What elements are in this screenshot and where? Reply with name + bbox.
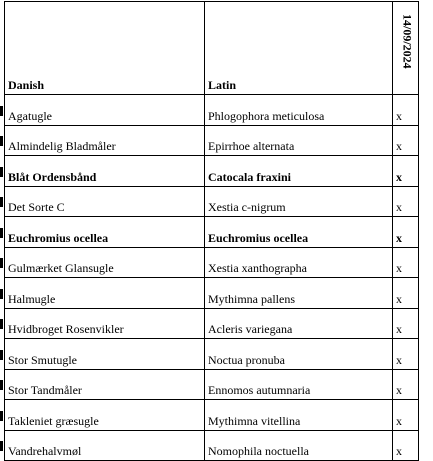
danish-name-cell: Det Sorte C	[5, 186, 205, 217]
danish-name-cell: Gulmærket Glansugle	[5, 247, 205, 278]
danish-name-cell: Takleniet græsugle	[5, 400, 205, 431]
latin-name-cell: Mythimna pallens	[205, 278, 393, 309]
danish-name-cell: Stor Smutugle	[5, 339, 205, 370]
danish-name-cell: Almindelig Bladmåler	[5, 125, 205, 156]
header-row	[5, 2, 419, 95]
latin-name-cell: Catocala fraxini	[205, 156, 393, 187]
latin-name-cell: Noctua pronuba	[205, 339, 393, 370]
latin-name-cell: Phlogophora meticulosa	[205, 95, 393, 126]
table-row	[5, 186, 419, 217]
table-row	[5, 339, 419, 370]
table-row	[5, 308, 419, 339]
observed-mark: x	[393, 339, 419, 370]
header-date-cell	[393, 2, 419, 95]
table-row	[5, 278, 419, 309]
row-edge-mark	[0, 106, 3, 116]
danish-name-cell: Stor Tandmåler	[5, 369, 205, 400]
row-edge-mark	[0, 197, 3, 207]
table-row	[5, 156, 419, 187]
latin-name-cell: Xestia xanthographa	[205, 247, 393, 278]
observed-mark: x	[393, 369, 419, 400]
table-body	[5, 95, 419, 461]
row-edge-mark	[0, 258, 3, 268]
table-row	[5, 430, 419, 461]
observed-mark: x	[393, 430, 419, 461]
row-edge-mark	[0, 441, 3, 451]
danish-name-cell: Agatugle	[5, 95, 205, 126]
table-row	[5, 125, 419, 156]
table-row	[5, 400, 419, 431]
header-date: 14/09/2024	[400, 14, 415, 69]
table-row	[5, 95, 419, 126]
latin-name-cell: Mythimna vitellina	[205, 400, 393, 431]
header-danish: Danish	[5, 2, 205, 95]
species-table	[4, 1, 419, 461]
observed-mark: x	[393, 125, 419, 156]
header-latin: Latin	[205, 2, 393, 95]
row-edge-mark	[0, 136, 3, 146]
table-row	[5, 247, 419, 278]
observed-mark: x	[393, 247, 419, 278]
danish-name-cell: Vandrehalvmøl	[5, 430, 205, 461]
observed-mark: x	[393, 308, 419, 339]
latin-name-cell: Ennomos autumnaria	[205, 369, 393, 400]
row-edge-mark	[0, 411, 3, 421]
observed-mark: x	[393, 278, 419, 309]
latin-name-cell: Acleris variegana	[205, 308, 393, 339]
latin-name-cell: Euchromius ocellea	[205, 217, 393, 248]
latin-name-cell: Epirrhoe alternata	[205, 125, 393, 156]
row-edge-mark	[0, 228, 3, 238]
observed-mark: x	[393, 156, 419, 187]
row-edge-mark	[0, 319, 3, 329]
danish-name-cell: Blåt Ordensbånd	[5, 156, 205, 187]
latin-name-cell: Nomophila noctuella	[205, 430, 393, 461]
observed-mark: x	[393, 400, 419, 431]
row-edge-mark	[0, 350, 3, 360]
row-edge-mark	[0, 289, 3, 299]
observed-mark: x	[393, 95, 419, 126]
table-row	[5, 217, 419, 248]
row-edge-mark	[0, 167, 3, 177]
danish-name-cell: Euchromius ocellea	[5, 217, 205, 248]
table-row	[5, 369, 419, 400]
observed-mark: x	[393, 217, 419, 248]
row-edge-mark	[0, 380, 3, 390]
latin-name-cell: Xestia c-nigrum	[205, 186, 393, 217]
observed-mark: x	[393, 186, 419, 217]
danish-name-cell: Hvidbroget Rosenvikler	[5, 308, 205, 339]
danish-name-cell: Halmugle	[5, 278, 205, 309]
